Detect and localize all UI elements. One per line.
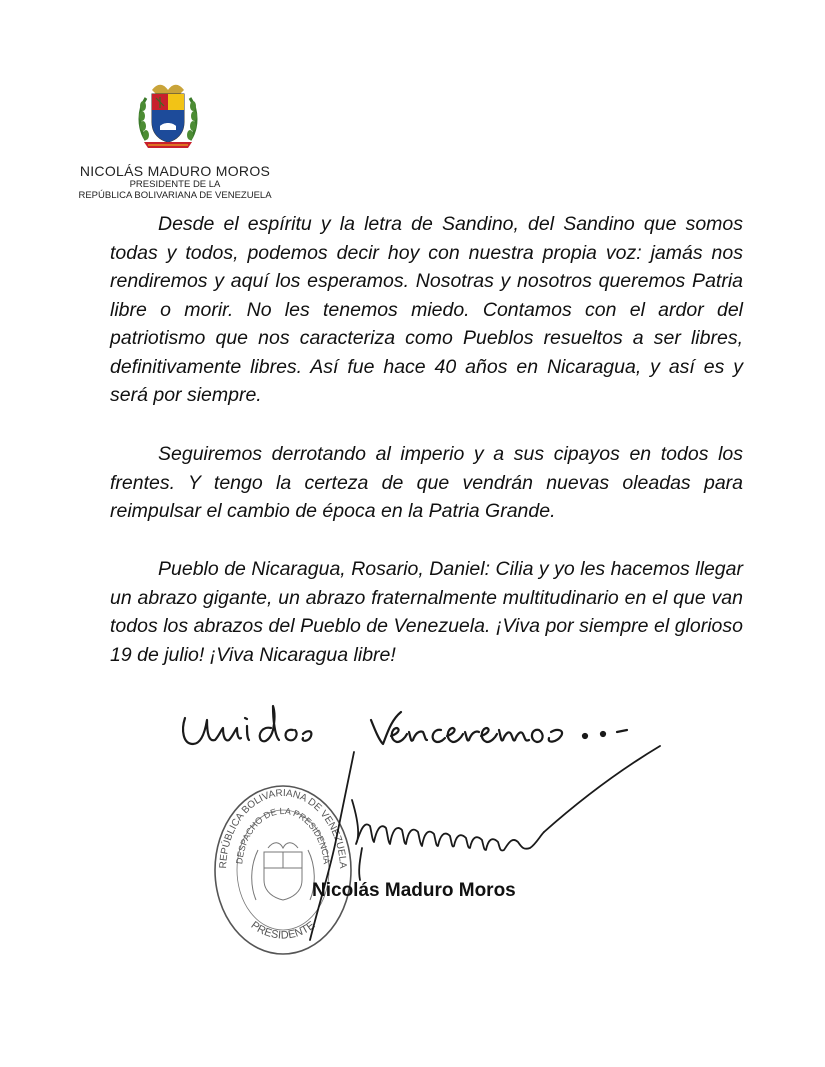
- letterhead-title-line2: REPÚBLICA BOLIVARIANA DE VENEZUELA: [78, 190, 272, 201]
- signature: [290, 740, 670, 970]
- signer-name: Nicolás Maduro Moros: [312, 880, 516, 901]
- letterhead-name: NICOLÁS MADURO MOROS: [79, 163, 271, 179]
- body-paragraph-3-text: Pueblo de Nicaragua, Rosario, Daniel: Cilia y yo les hacemos llegar un abrazo gigante, un abrazo fraternalmente multitudinario en el que van todos los abrazos del Pueblo de Venezuela. ¡Viva por siempre el glorioso 19 de julio! ¡Viva Nicaragua libre!: [110, 558, 743, 666]
- stamp-outer-text: REPÚBLICA BOLIVARIANA DE VENEZUELA: [217, 787, 349, 869]
- letterhead-title-line1: PRESIDENTE DE LA: [129, 179, 221, 190]
- body-paragraph-3: [110, 555, 743, 669]
- body-paragraph-2: [110, 440, 743, 526]
- body-paragraph-1: [110, 210, 743, 410]
- stamp-inner-text: DESPACHO DE LA PRESIDENCIA: [234, 805, 332, 865]
- venezuela-coat-of-arms-icon: [134, 80, 202, 150]
- body-paragraph-2-text: Seguiremos derrotando al imperio y a sus cipayos en todos los frentes. Y tengo la certeza de que vendrán nuevas oleadas para reimpulsar el cambio de época en la Patria Grande.: [110, 443, 743, 522]
- stamp-bottom-text: PRESIDENTE: [248, 919, 318, 942]
- body-paragraph-1-text: Desde el espíritu y la letra de Sandino, del Sandino que somos todas y todos, podemos decir hoy con nuestra propia voz: jamás nos rendiremos y aquí los esperamos. Nosotras y nosotros queremos Patria libre o morir. No les tenemos miedo. Contamos con el ardor del patriotismo que nos caracteriza como Pueblos resueltos a ser libres, definitivamente libres. Así fue hace 40 años en Nicaragua, y así es y será por siempre.: [110, 213, 743, 406]
